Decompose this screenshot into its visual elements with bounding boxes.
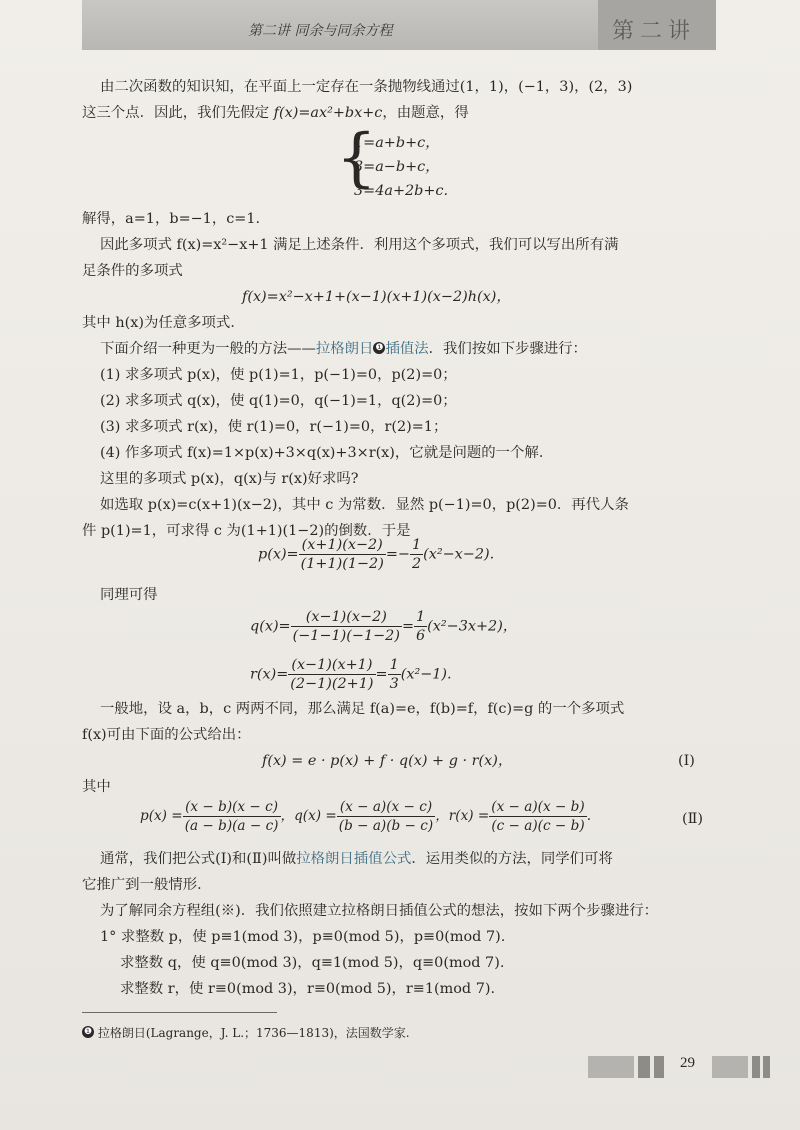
fraction: [489, 798, 586, 835]
fraction-denominator: (1+1)(1−2): [300, 556, 384, 572]
math-span: ，q(x) =: [280, 808, 337, 824]
step-item: (1) 求多项式 p(x)，使 p(1)=1，p(−1)=0，p(2)=0；: [100, 367, 457, 383]
text-line: 由二次函数的知识知，在平面上一定存在一条抛物线通过(1，1)，(−1，3)，(2，3): [100, 79, 633, 95]
footer-bar: [638, 1056, 650, 1078]
text-line: [100, 336, 587, 362]
text-line: f(x)可由下面的公式给出：: [82, 727, 251, 743]
fraction-numerator: (x − a)(x − c): [337, 798, 435, 817]
system-brace: {: [336, 121, 377, 195]
footnote: [82, 1024, 410, 1041]
footer-bar: [712, 1056, 748, 1078]
fraction-denominator: (a − b)(a − c): [184, 818, 279, 834]
math-span: p(x) =: [140, 808, 183, 824]
text-line: 这里的多项式 p(x)，q(x)与 r(x)好求吗?: [100, 471, 359, 487]
fraction-denominator: 2: [411, 556, 422, 572]
text-line: [82, 100, 469, 126]
fraction: [337, 798, 435, 835]
text-span: ．运用类似的方法，同学们可将: [411, 851, 613, 867]
math-span: ，r(x) =: [435, 808, 490, 824]
text-line: 为了解同余方程组(※)．我们依照建立拉格朗日插值公式的想法，按如下两个步骤进行：: [100, 903, 659, 919]
fraction: [410, 536, 423, 573]
text-span: ．我们按如下步骤进行：: [428, 341, 587, 357]
math-span: (x²−1).: [400, 666, 452, 683]
text-line: 足条件的多项式: [82, 263, 183, 279]
footer-bar: [763, 1056, 770, 1078]
math-inline: f(x)=ax²+bx+c: [273, 105, 383, 121]
fraction: [414, 608, 427, 645]
math-span: (x²−x−2).: [423, 546, 495, 563]
text-line: 解得，a=1，b=−1，c=1.: [82, 211, 261, 227]
text-span: 下面介绍一种更为一般的方法——: [100, 341, 316, 357]
step-item: (4) 作多项式 f(x)=1×p(x)+3×q(x)+3×r(x)，它就是问题的一个解．: [100, 445, 554, 461]
fraction-numerator: (x−1)(x+1): [288, 656, 375, 675]
math-span: =−: [385, 546, 410, 563]
step-item: 求整数 r，使 r≡0(mod 3)，r≡0(mod 5)，r≡1(mod 7).: [120, 981, 496, 997]
formula-I-tag: (Ⅰ): [678, 753, 695, 769]
math-span: q(x)=: [250, 618, 291, 635]
text-line: 如选取 p(x)=c(x+1)(x−2)，其中 c 为常数．显然 p(−1)=0，p(2)=0．再代人条: [100, 497, 629, 513]
equation: f(x)=x²−x+1+(x−1)(x+1)(x−2)h(x)，: [242, 289, 511, 305]
fraction-denominator: (c − a)(c − b): [491, 818, 585, 834]
math-span: =: [375, 666, 388, 683]
math-span: =: [401, 618, 414, 635]
system-eq-2: 3=a−b+c，: [354, 159, 440, 175]
fraction-numerator: (x − b)(x − c): [183, 798, 281, 817]
fraction-numerator: 1: [411, 537, 422, 553]
step-item: 求整数 q，使 q≡0(mod 3)，q≡1(mod 5)，q≡0(mod 7).: [120, 955, 505, 971]
footnote-rule: [82, 1012, 277, 1013]
fraction: [291, 608, 402, 645]
formula-I: f(x) = e · p(x) + f · q(x) + g · r(x)，: [262, 753, 513, 769]
formula-II: [140, 798, 591, 835]
text-span: 通常，我们把公式(Ⅰ)和(Ⅱ)叫做: [100, 851, 297, 867]
step-item: 1° 求整数 p，使 p≡1(mod 3)，p≡0(mod 5)，p≡0(mod 7).: [100, 929, 506, 945]
math-span: r(x)=: [250, 666, 289, 683]
fraction-numerator: 1: [389, 657, 399, 673]
footnote-marker: ❶: [83, 1027, 93, 1037]
fraction: [183, 798, 281, 835]
footer-bar: [654, 1056, 664, 1078]
equation-p: [258, 536, 494, 573]
footnote-ref[interactable]: ❶: [375, 343, 384, 353]
text-line: [100, 846, 613, 872]
fraction-numerator: (x−1)(x−2): [291, 608, 402, 627]
fraction-denominator: 6: [416, 628, 426, 644]
fraction-denominator: 3: [389, 676, 399, 692]
footer-bar: [588, 1056, 634, 1078]
fraction-numerator: (x − a)(x − b): [491, 799, 585, 815]
formula-II-tag: (Ⅱ): [682, 811, 704, 827]
text-span: ，由题意，得: [382, 105, 469, 121]
math-span: p(x)=: [258, 546, 299, 563]
footnote-text: 拉格朗日(Lagrange，J. L.；1736—1813)，法国数学家.: [97, 1026, 410, 1040]
text-span: 这三个点．因此，我们先假定: [82, 105, 274, 121]
fraction-denominator: (b − a)(b − c): [338, 818, 434, 834]
text-line: 一般地，设 a，b，c 两两不同，那么满足 f(a)=e，f(b)=f，f(c)=g 的一个多项式: [100, 701, 625, 717]
term-highlight: 拉格朗日插值公式: [296, 851, 412, 867]
text-line: 件 p(1)=1，可求得 c 为(1+1)(1−2)的倒数．于是: [82, 523, 411, 539]
term-highlight: 插值法: [385, 341, 429, 357]
footer-bar: [752, 1056, 760, 1078]
text-line: 它推广到一般情形．: [82, 877, 212, 893]
step-item: (2) 求多项式 q(x)，使 q(1)=0，q(−1)=1，q(2)=0；: [100, 393, 457, 409]
text-line: 其中: [82, 779, 111, 795]
page-number: 29: [680, 1055, 695, 1071]
system-eq-1: 1=a+b+c，: [354, 135, 440, 151]
text-line: 其中 h(x)为任意多项式．: [82, 315, 245, 331]
equation-q: [250, 608, 517, 645]
equation-r: [250, 656, 452, 693]
text-line: 因此多项式 f(x)=x²−x+1 满足上述条件．利用这个多项式，我们可以写出所有满: [100, 237, 619, 253]
header-title: 第二讲 同余与同余方程: [248, 23, 393, 39]
term-highlight: 拉格朗日: [315, 341, 374, 357]
header-chapter-mark: 第二讲: [612, 19, 697, 44]
math-span: (x²−3x+2)，: [427, 618, 518, 635]
fraction: [288, 656, 375, 693]
fraction-denominator: (2−1)(2+1): [290, 676, 374, 692]
fraction: [299, 536, 386, 573]
fraction: [388, 656, 401, 693]
fraction-denominator: (−1−1)(−1−2): [292, 628, 400, 644]
step-item: (3) 求多项式 r(x)，使 r(1)=0，r(−1)=0，r(2)=1；: [100, 419, 448, 435]
text-line: 同理可得: [100, 587, 158, 603]
fraction-numerator: (x+1)(x−2): [299, 536, 386, 555]
system-eq-3: 3=4a+2b+c.: [354, 183, 449, 199]
math-span: .: [586, 808, 592, 824]
fraction-numerator: 1: [416, 609, 426, 625]
